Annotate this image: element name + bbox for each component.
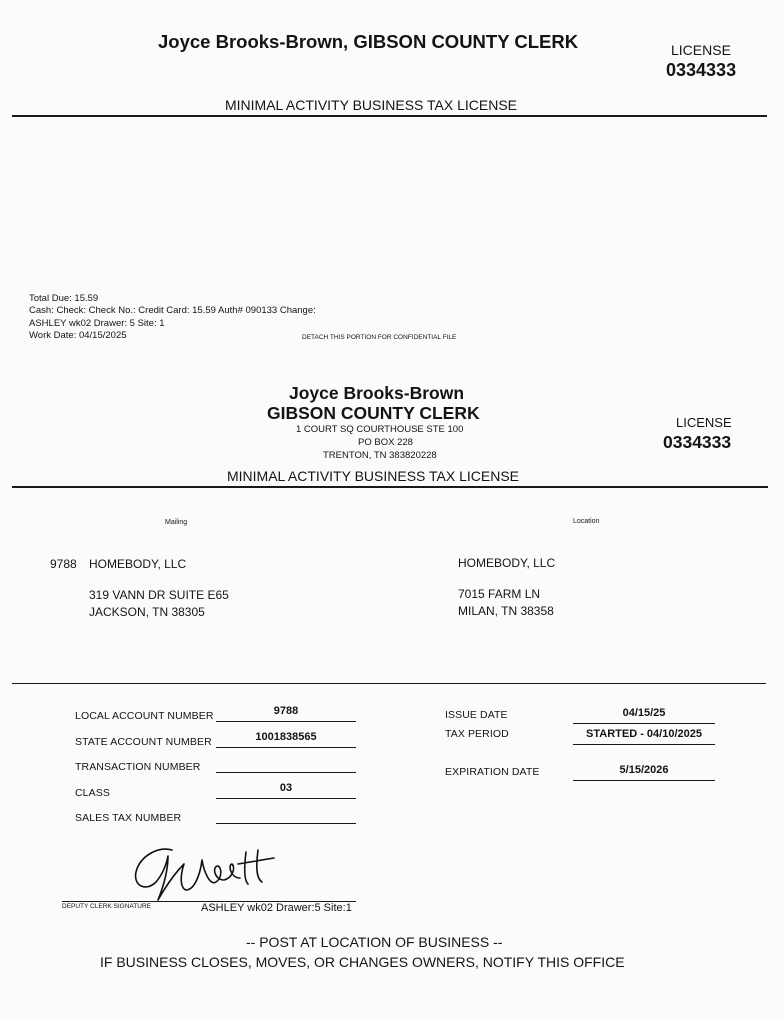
mailing-city: JACKSON, TN 38305 xyxy=(89,605,205,619)
location-label: Location xyxy=(573,518,600,525)
class-value: 03 xyxy=(216,782,356,799)
signature-clerk-info: ASHLEY wk02 Drawer:5 Site:1 xyxy=(201,902,352,914)
mailing-account-number: 9788 xyxy=(50,557,77,571)
receipt-total-due: Total Due: 15.59 xyxy=(29,293,99,304)
location-street: 7015 FARM LN xyxy=(458,587,541,601)
address-divider xyxy=(12,683,766,684)
class-label: CLASS xyxy=(75,787,110,799)
state-account-label: STATE ACCOUNT NUMBER xyxy=(75,736,212,748)
top-clerk-title: Joyce Brooks-Brown, GIBSON COUNTY CLERK xyxy=(158,31,579,52)
detach-note: DETACH THIS PORTION FOR CONFIDENTIAL FILE xyxy=(302,334,457,341)
clerk-address-line2: PO BOX 228 xyxy=(358,437,413,448)
license-label: LICENSE xyxy=(676,415,732,430)
header-divider xyxy=(12,486,768,488)
receipt-work-date: Work Date: 04/15/2025 xyxy=(29,330,127,341)
state-account-value: 1001838565 xyxy=(216,731,356,748)
receipt-payment-line: Cash: Check: Check No.: Credit Card: 15.59 Auth# 090133 Change: xyxy=(29,305,316,316)
expiration-date-label: EXPIRATION DATE xyxy=(445,766,540,778)
sales-tax-label: SALES TAX NUMBER xyxy=(75,812,182,824)
footer-post-notice: -- POST AT LOCATION OF BUSINESS -- xyxy=(246,934,503,950)
local-account-value: 9788 xyxy=(216,705,356,722)
transaction-number-value xyxy=(216,756,356,773)
location-city: MILAN, TN 38358 xyxy=(458,604,554,618)
top-license-label: LICENSE xyxy=(671,42,731,58)
mailing-label: Mailing xyxy=(165,519,188,526)
top-license-number: 0334333 xyxy=(666,60,737,80)
signature-image xyxy=(128,842,288,904)
issue-date-label: ISSUE DATE xyxy=(445,709,508,721)
footer-notify-notice: IF BUSINESS CLOSES, MOVES, OR CHANGES OWNERS, NOTIFY THIS OFFICE xyxy=(100,954,625,970)
license-number: 0334333 xyxy=(663,432,732,452)
tax-period-label: TAX PERIOD xyxy=(445,728,509,740)
mailing-street: 319 VANN DR SUITE E65 xyxy=(89,588,229,602)
mailing-business-name: HOMEBODY, LLC xyxy=(89,557,187,571)
transaction-number-label: TRANSACTION NUMBER xyxy=(75,761,201,773)
tax-period-value: STARTED - 04/10/2025 xyxy=(573,728,715,745)
license-type: MINIMAL ACTIVITY BUSINESS TAX LICENSE xyxy=(227,468,520,484)
issue-date-value: 04/15/25 xyxy=(573,707,715,724)
top-divider xyxy=(12,115,767,117)
clerk-office: GIBSON COUNTY CLERK xyxy=(267,403,480,423)
local-account-label: LOCAL ACCOUNT NUMBER xyxy=(75,710,214,722)
receipt-clerk-line: ASHLEY wk02 Drawer: 5 Site: 1 xyxy=(29,318,165,329)
signature-label: DEPUTY CLERK SIGNATURE xyxy=(62,903,151,910)
sales-tax-value xyxy=(216,807,356,824)
clerk-address-line1: 1 COURT SQ COURTHOUSE STE 100 xyxy=(296,424,464,435)
clerk-address-line3: TRENTON, TN 383820228 xyxy=(323,450,437,461)
location-business-name: HOMEBODY, LLC xyxy=(458,556,556,570)
top-license-type: MINIMAL ACTIVITY BUSINESS TAX LICENSE xyxy=(225,97,518,113)
clerk-name: Joyce Brooks-Brown xyxy=(289,383,465,403)
expiration-date-value: 5/15/2026 xyxy=(573,764,715,781)
